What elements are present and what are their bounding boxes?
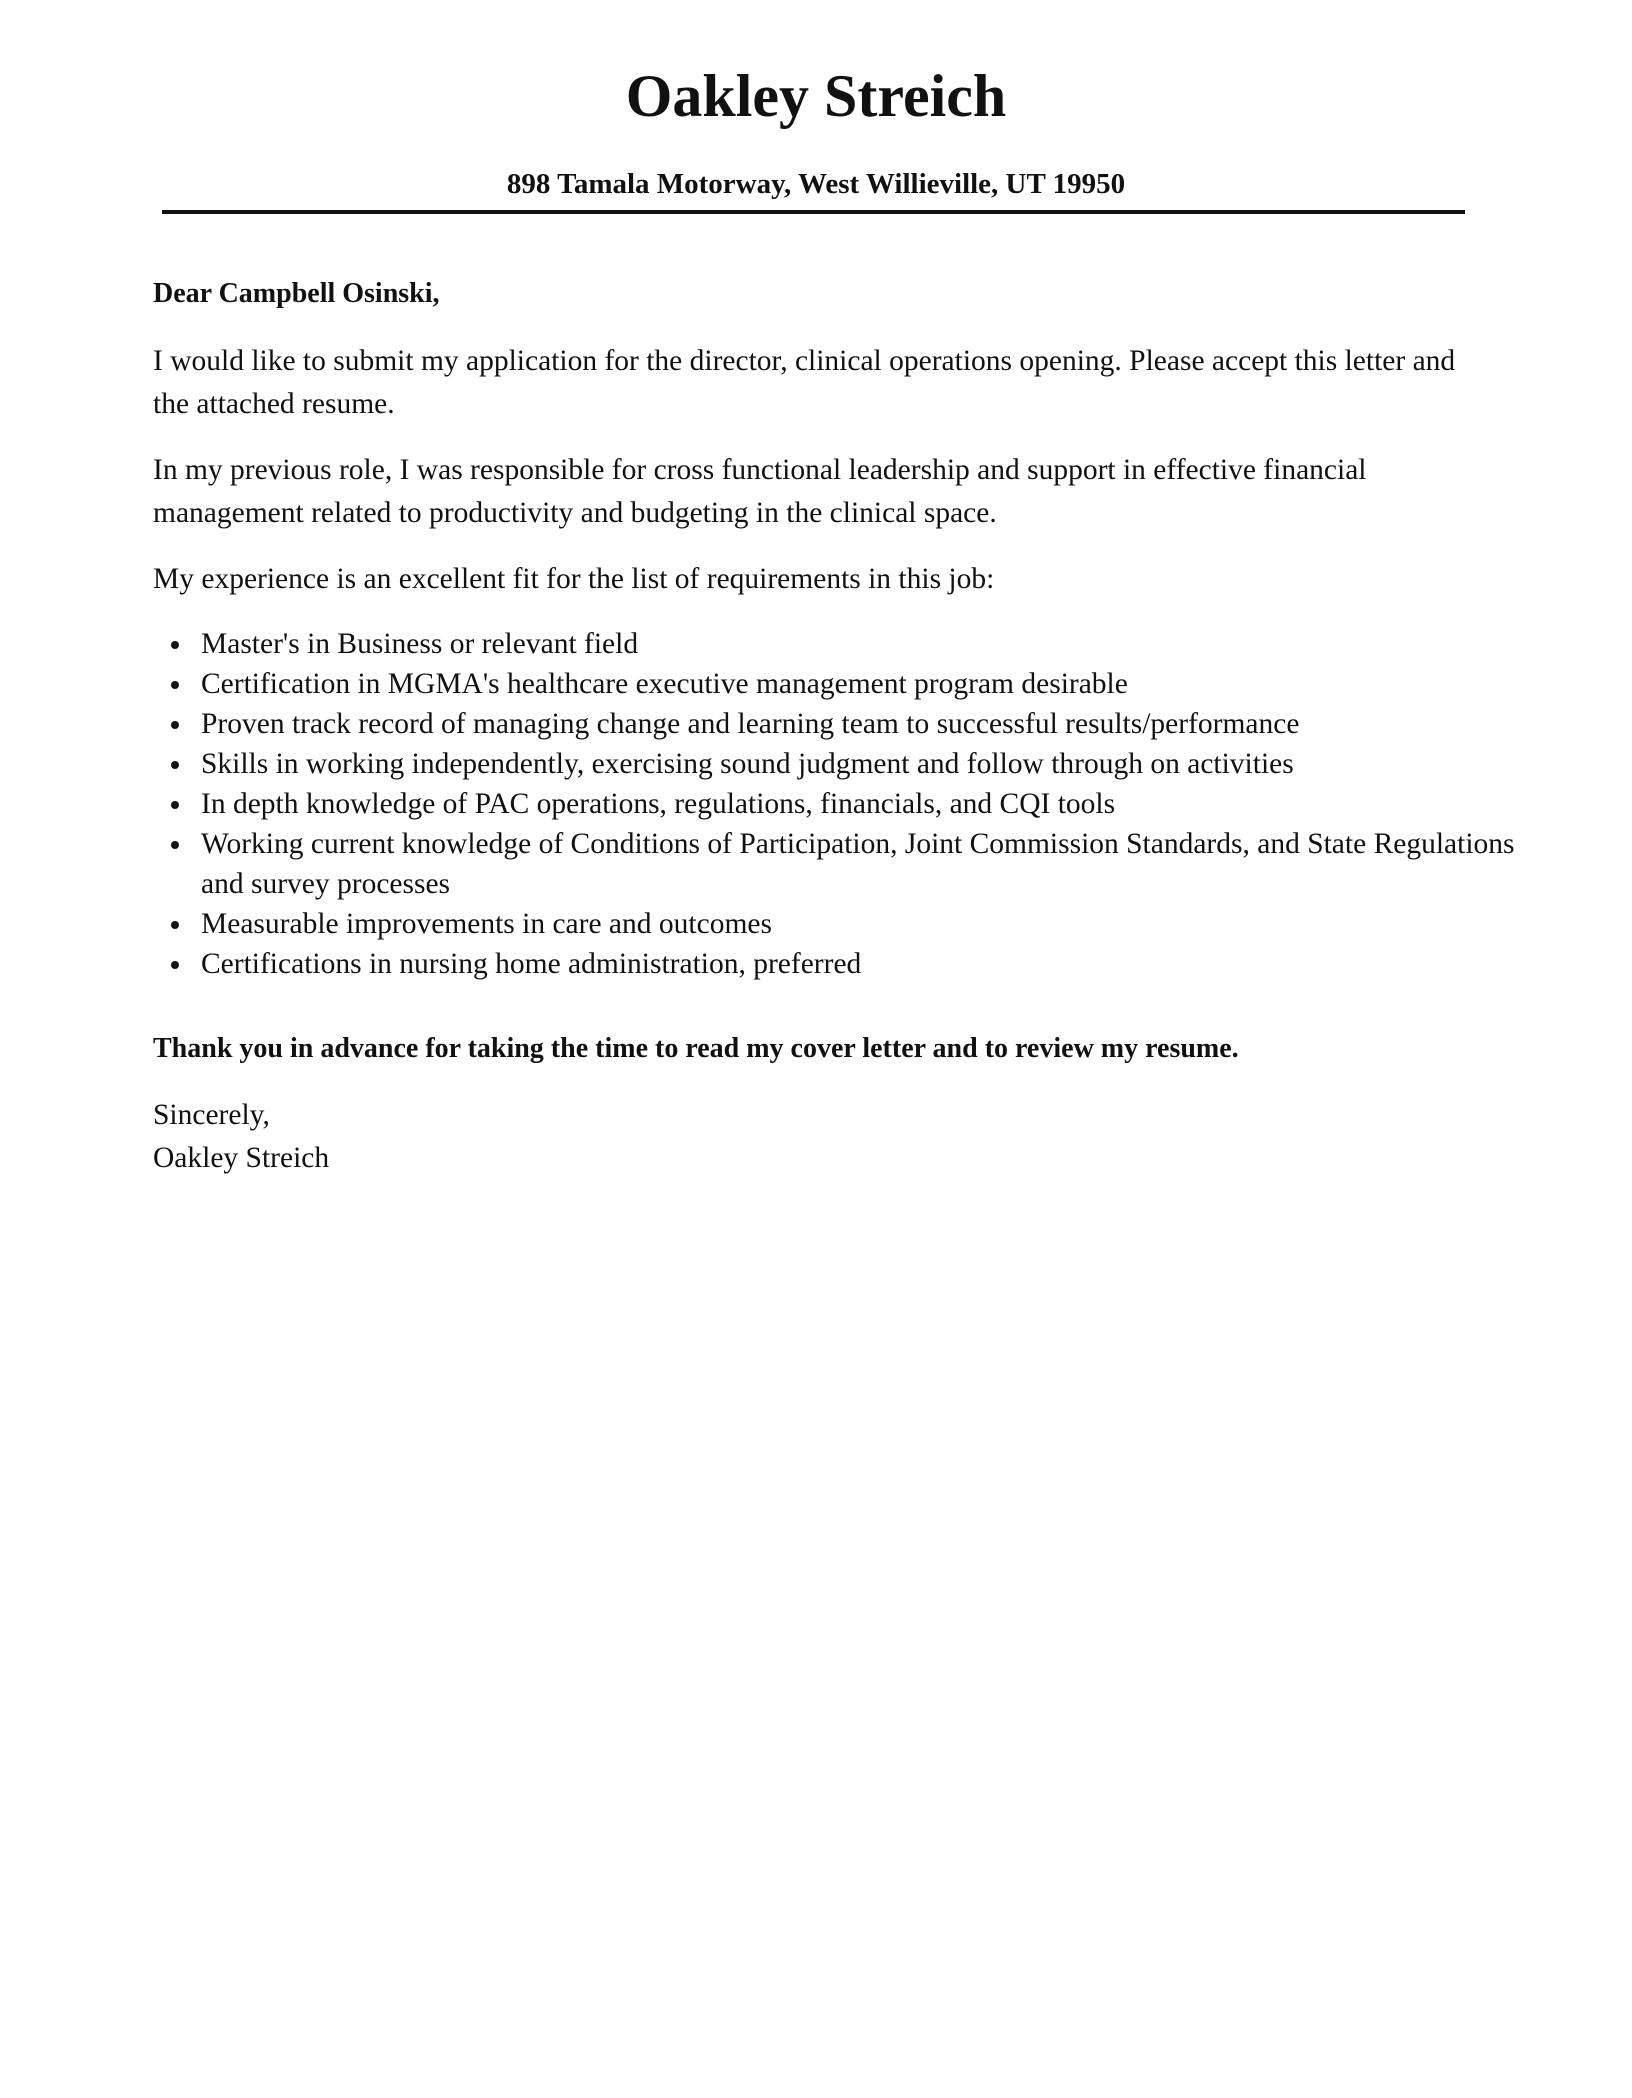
list-item-text: Measurable improvements in care and outcomes xyxy=(201,908,772,940)
bullet-icon xyxy=(171,761,179,769)
closing-phrase: Sincerely, xyxy=(153,1099,270,1131)
closing-block xyxy=(153,1094,1473,1180)
bullet-icon xyxy=(171,681,179,689)
bullet-icon xyxy=(171,921,179,929)
list-item-text: In depth knowledge of PAC operations, regulations, financials, and CQI tools xyxy=(201,788,1116,820)
thank-you-note: Thank you in advance for taking the time to read my cover letter and to review my resume. xyxy=(153,1033,1239,1064)
requirements-list xyxy=(153,624,1531,984)
list-item-text: Master's in Business or relevant field xyxy=(201,628,639,660)
applicant-name-heading: Oakley Streich xyxy=(625,63,1007,129)
list-item xyxy=(201,944,1531,984)
list-item-text: Proven track record of managing change and learning team to successful results/performance xyxy=(201,708,1300,740)
list-item-text: Certification in MGMA's healthcare executive management program desirable xyxy=(201,668,1128,700)
list-item xyxy=(201,824,1531,904)
applicant-address: 898 Tamala Motorway, West Willieville, UT 19950 xyxy=(506,168,1126,200)
list-item xyxy=(201,784,1531,824)
list-item-text: Skills in working independently, exercising sound judgment and follow through on activities xyxy=(201,748,1294,780)
intro-paragraph: I would like to submit my application for the director, clinical operations opening. Please accept this letter and the attached resume. xyxy=(153,345,1456,420)
list-item-text: Working current knowledge of Conditions of Participation, Joint Commission Standards, and State Regulations and survey processes xyxy=(201,828,1515,900)
signature-name: Oakley Streich xyxy=(153,1142,330,1174)
list-item xyxy=(201,624,1531,664)
list-item xyxy=(201,704,1531,744)
list-item xyxy=(201,664,1531,704)
bullet-icon xyxy=(171,801,179,809)
list-item xyxy=(201,744,1531,784)
bullet-icon xyxy=(171,641,179,649)
bullet-icon xyxy=(171,841,179,849)
requirements-intro: My experience is an excellent fit for the list of requirements in this job: xyxy=(153,563,995,595)
bullet-icon xyxy=(171,961,179,969)
experience-paragraph: In my previous role, I was responsible for cross functional leadership and support in effective financial management related to productivity and budgeting in the clinical space. xyxy=(153,454,1367,529)
list-item-text: Certifications in nursing home administration, preferred xyxy=(201,948,862,980)
list-item xyxy=(201,904,1531,944)
bullet-icon xyxy=(171,721,179,729)
header-divider xyxy=(162,210,1465,214)
salutation: Dear Campbell Osinski, xyxy=(153,278,440,309)
